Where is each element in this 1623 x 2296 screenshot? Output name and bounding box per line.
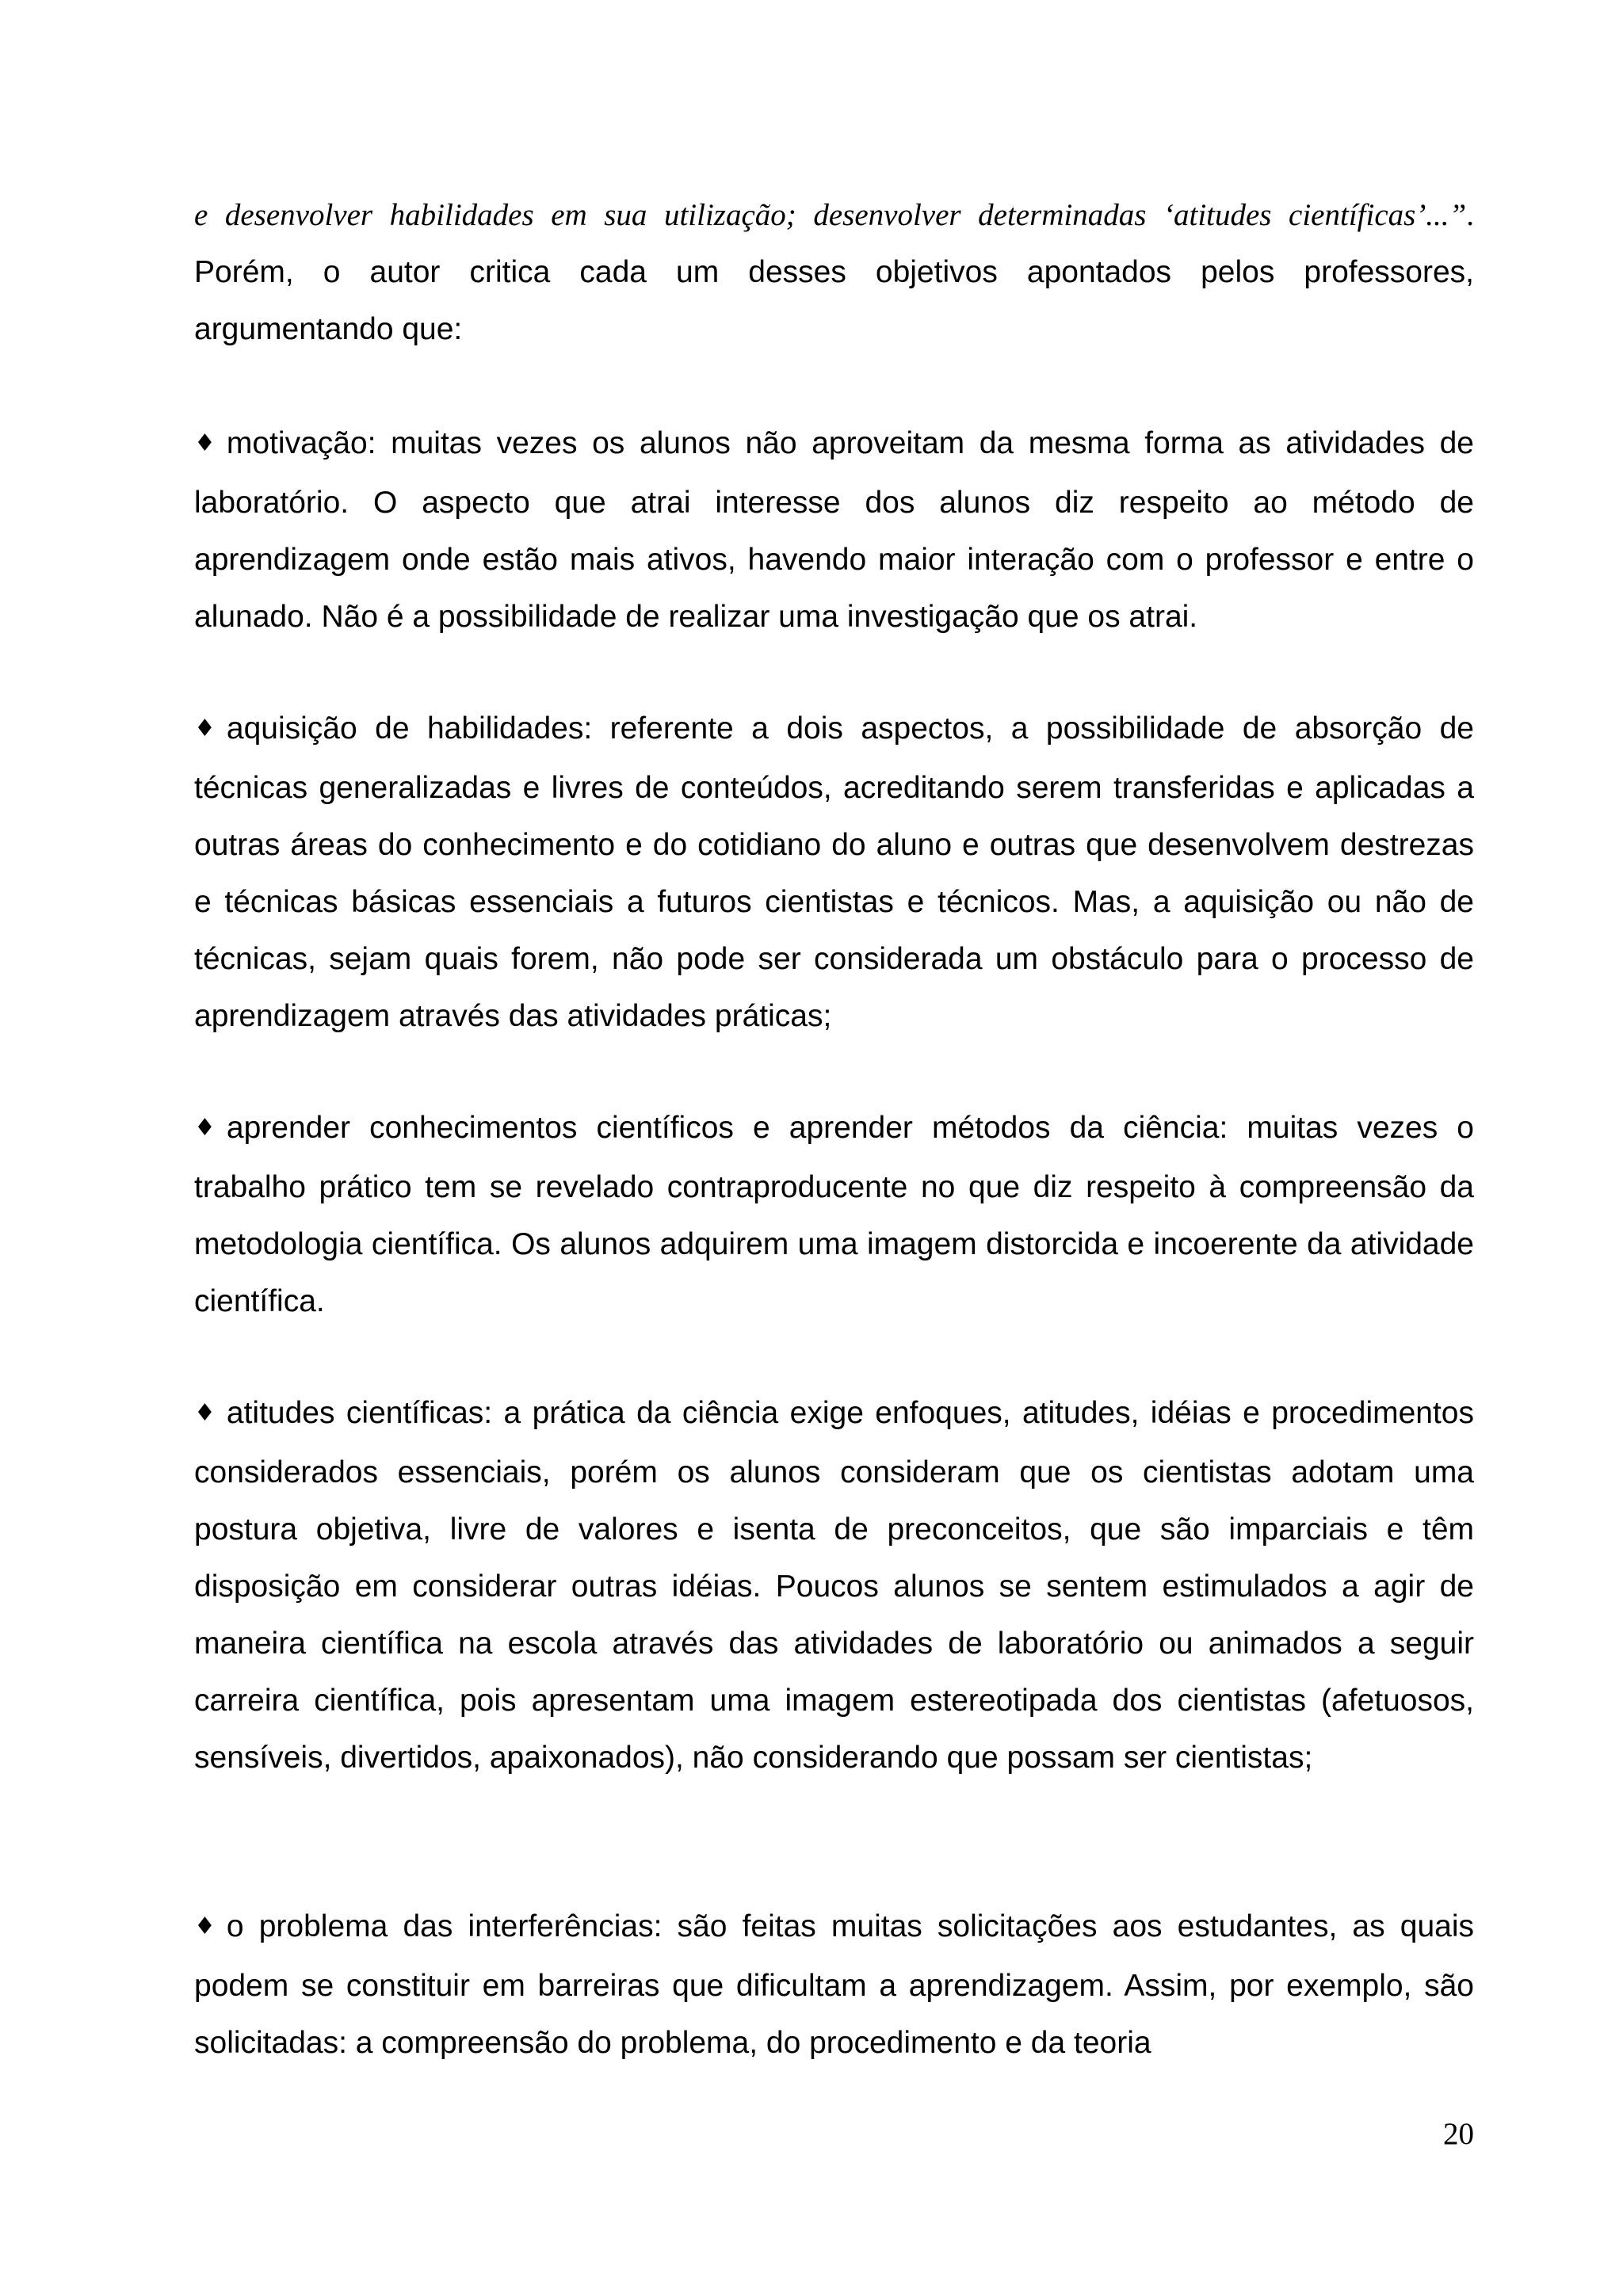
diamond-bullet-icon: ♦ — [194, 1114, 216, 1142]
diamond-bullet-icon: ♦ — [194, 715, 216, 742]
quote-continuation — [194, 187, 1474, 244]
intro-paragraph: Porém, o autor critica cada um desses objetivos apontados pelos professores, argumentando que: — [194, 255, 1474, 346]
quote-italic-text: e desenvolver habilidades em sua utilização; desenvolver determinadas ‘atitudes científicas’...” — [194, 198, 1467, 232]
diamond-bullet-icon: ♦ — [194, 1399, 216, 1427]
list-item-text: aprender conhecimentos científicos e aprender métodos da ciência: muitas vezes o trabalho prático tem se revelado contraproducente no que diz respeito à compreensão da metodologia científica. Os alunos adquirem uma imagem distorcida e incoerente da atividade científica. — [194, 1111, 1474, 1318]
list-item-text: o problema das interferências: são feitas muitas solicitações aos estudantes, as quais podem se constituir em barreiras que dificultam a aprendizagem. Assim, por exemplo, são solicitadas: a compreensão do problema, do procedimento e da teoria — [194, 1909, 1474, 2060]
diamond-bullet-icon: ♦ — [194, 429, 216, 457]
page-number: 20 — [1443, 2117, 1474, 2151]
list-item-interferencias — [194, 1898, 1474, 2072]
list-item-motivacao — [194, 415, 1474, 646]
list-item-atitudes — [194, 1385, 1474, 1787]
list-item-text: motivação: muitas vezes os alunos não aproveitam da mesma forma as atividades de laboratório. O aspecto que atrai interesse dos alunos diz respeito ao método de aprendizagem onde estão mais ativos, havendo maior interação com o professor e entre o alunado. Não é a possibilidade de realizar uma investigação que os atrai. — [194, 426, 1474, 634]
quote-period: . — [1466, 198, 1474, 232]
diamond-bullet-icon: ♦ — [194, 1913, 216, 1940]
list-item-habilidades — [194, 700, 1474, 1045]
list-item-text: aquisição de habilidades: referente a dois aspectos, a possibilidade de absorção de técnicas generalizadas e livres de conteúdos, acreditando serem transferidas e aplicadas a outras áreas do conhecimento e do cotidiano do aluno e outras que desenvolvem destrezas e técnicas básicas essenciais a futuros cientistas e técnicos. Mas, a aquisição ou não de técnicas, sejam quais forem, não pode ser considerada um obstáculo para o processo de aprendizagem através das atividades práticas; — [194, 711, 1474, 1033]
list-item-text: atitudes científicas: a prática da ciência exige enfoques, atitudes, idéias e procedimentos considerados essenciais, porém os alunos consideram que os cientistas adotam uma postura objetiva, livre de valores e isenta de preconceitos, que são imparciais e têm disposição em considerar outras idéias. Poucos alunos se sentem estimulados a agir de maneira científica na escola através das atividades de laboratório ou animados a seguir carreira científica, pois apresentam uma imagem estereotipada dos cientistas (afetuosos, sensíveis, divertidos, apaixonados), não considerando que possam ser cientistas; — [194, 1396, 1474, 1775]
list-item-conhecimentos — [194, 1100, 1474, 1330]
